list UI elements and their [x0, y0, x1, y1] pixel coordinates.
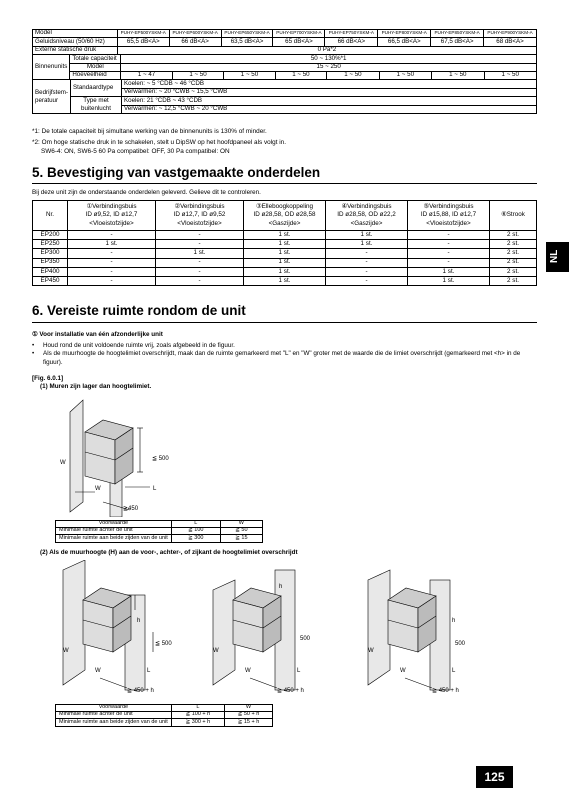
- table-cell: EP400: [33, 267, 68, 276]
- label-w: W: [213, 648, 219, 654]
- section-5-title: 5. Bevestiging van vastgemaakte onderdelen: [32, 165, 321, 180]
- quantity-value: 1 ~ 47: [121, 71, 172, 79]
- spec-table-temp: [32, 79, 537, 114]
- table-row: [33, 276, 537, 285]
- table-row: [33, 267, 537, 276]
- th: W: [220, 521, 262, 528]
- spec-table: [32, 29, 537, 55]
- table-cell: EP300: [33, 249, 68, 258]
- divider: [32, 183, 537, 184]
- noise-label: Geluidsniveau (50/60 Hz): [33, 38, 118, 46]
- std-cooling-range: Koelen: ~ 5 °CDB ~ 46 °CDB: [122, 80, 537, 88]
- td: ≧ 15: [220, 535, 262, 542]
- td: ≧ 50 + h: [224, 712, 272, 719]
- th: W: [224, 705, 272, 712]
- table-cell: -: [408, 249, 490, 258]
- indoor-units-label: Binnenunits: [33, 55, 70, 80]
- table-cell: 1 st.: [408, 276, 490, 285]
- static-pressure-value: 0 Pa*2: [117, 46, 536, 54]
- table-cell: 2 st.: [490, 249, 537, 258]
- spec-table-indoor: [32, 54, 537, 80]
- table-row: [33, 258, 537, 267]
- table-cell: 2 st.: [490, 240, 537, 249]
- col-part-1: ①Verbindingsbuis ID ø9,52, ID ø12,7 <Vloeistofzijde>: [68, 201, 156, 231]
- td: ≧ 300 + h: [171, 719, 224, 726]
- label-w: W: [368, 648, 374, 654]
- table-cell: 2 st.: [490, 267, 537, 276]
- total-capacity-value: 50 ~ 130%*1: [121, 55, 537, 63]
- model-col: PUHY-EP900YSKM-A: [484, 30, 537, 38]
- table-cell: -: [68, 258, 156, 267]
- std-heating-range: Verwarmen: ~ 20 °CWB ~ 15,5 °CWB: [122, 88, 537, 96]
- label-w: W: [245, 668, 251, 674]
- th: L: [171, 705, 224, 712]
- table-cell: -: [156, 231, 244, 240]
- noise-value: 65 dB<A>: [273, 38, 325, 46]
- noise-value: 63,5 dB<A>: [221, 38, 273, 46]
- dim-450h: ≧ 450 + h: [127, 688, 154, 694]
- table-cell: -: [156, 276, 244, 285]
- col-strip: ⑥Strook: [490, 201, 537, 231]
- noise-value: 68 dB<A>: [484, 38, 537, 46]
- model-col: PUHY-EP800YSKM-A: [378, 30, 431, 38]
- table-cell: 1 st.: [244, 249, 326, 258]
- out-cooling-range: Koelen: 21 °CDB ~ 43 °CDB: [122, 97, 537, 106]
- out-heating-range: Verwarmen: ~ 12,5 °CWB ~ 20 °CWB: [122, 105, 537, 114]
- label-w: W: [95, 486, 101, 492]
- table-cell: -: [408, 258, 490, 267]
- table-cell: EP200: [33, 231, 68, 240]
- noise-value: 65,5 dB<A>: [117, 38, 169, 46]
- td: ≧ 100 + h: [171, 712, 224, 719]
- dim-450: ≧450: [123, 506, 139, 512]
- noise-value: 67,5 dB<A>: [431, 38, 484, 46]
- parts-table: [32, 200, 537, 286]
- table-cell: EP350: [33, 258, 68, 267]
- dim-500: ≦ 500: [155, 641, 172, 647]
- footnote-2: *2: Om hoge statische druk in te schakelen, stelt u DipSW op het hoofdpaneel als volgt in.: [32, 139, 286, 147]
- quantity-label: Hoeveelheid: [70, 71, 121, 79]
- td: Minimale ruimte aan beide zijden van de unit: [56, 535, 172, 542]
- model-col: PUHY-EP650YSKM-A: [221, 30, 273, 38]
- table-cell: 2 st.: [490, 276, 537, 285]
- table-cell: -: [68, 231, 156, 240]
- td: Minimale ruimte achter de unit: [56, 712, 172, 719]
- footnote-1: *1: De totale capaciteit bij simultane werking van de binnenunits is 130% of minder.: [32, 128, 267, 135]
- page-number: 125: [476, 766, 513, 788]
- td: ≧ 100: [171, 528, 220, 535]
- case-1-heading: (1) Muren zijn lager dan hoogtelimiet.: [40, 383, 152, 390]
- table-cell: 1 st.: [326, 231, 408, 240]
- col-part-2: ②Verbindingsbuis ID ø12,7, ID ø9,52 <Vloeistofzijde>: [156, 201, 244, 231]
- label-l: L: [452, 668, 456, 674]
- table-cell: 1 st.: [244, 231, 326, 240]
- single-unit-heading: ① Voor installatie van één afzonderlijke unit: [32, 331, 163, 338]
- model-col: PUHY-EP750YSKM-A: [325, 30, 378, 38]
- table-cell: 1 st.: [408, 267, 490, 276]
- static-pressure-label: Externe statische druk: [33, 46, 118, 54]
- figure-1-diagram: [55, 392, 185, 517]
- divider: [32, 322, 537, 323]
- table-cell: 1 st.: [244, 240, 326, 249]
- noise-value: 66 dB<A>: [325, 38, 378, 46]
- quantity-value: 1 ~ 50: [327, 71, 379, 79]
- table-cell: -: [68, 267, 156, 276]
- noise-value: 66,5 dB<A>: [378, 38, 431, 46]
- unit-front: [85, 432, 115, 484]
- table-cell: -: [326, 258, 408, 267]
- standard-type-label: Standaardtype: [71, 80, 122, 97]
- table-cell: 2 st.: [490, 258, 537, 267]
- table-cell: 1 st.: [156, 249, 244, 258]
- section-6-title: 6. Vereiste ruimte rondom de unit: [32, 303, 246, 318]
- bullet-list: [32, 342, 532, 367]
- model-header: Model: [33, 30, 118, 38]
- quantity-value: 1 ~ 50: [484, 71, 537, 79]
- table-row: [33, 231, 537, 240]
- dim-500: ≦ 500: [152, 456, 169, 462]
- model-range-value: 15 ~ 250: [121, 63, 537, 71]
- table-cell: 1 st.: [244, 276, 326, 285]
- table-cell: 1 st.: [244, 267, 326, 276]
- footnotes: [32, 128, 286, 156]
- table-row: [33, 240, 537, 249]
- total-capacity-label: Totale capaciteit: [70, 55, 121, 63]
- th: L: [171, 521, 220, 528]
- quantity-value: 1 ~ 50: [432, 71, 484, 79]
- label-w: W: [60, 460, 66, 466]
- model-col: PUHY-EP700YSKM-A: [273, 30, 325, 38]
- list-item: • Houd rond de unit voldoende ruimte vrij, zoals afgebeeld in de figuur.: [32, 342, 235, 349]
- td: ≧ 15 + h: [224, 719, 272, 726]
- dim-450h: ≧ 450 + h: [277, 688, 304, 694]
- table-cell: 2 st.: [490, 231, 537, 240]
- quantity-value: 1 ~ 50: [224, 71, 275, 79]
- table-cell: -: [156, 258, 244, 267]
- clearance-table-1: [55, 520, 263, 543]
- table-cell: EP250: [33, 240, 68, 249]
- col-part-3: ③Elleboogkoppeling ID ø28,58, OD ø28,58 <Gaszijde>: [244, 201, 326, 231]
- model-col: PUHY-EP500YSKM-A: [117, 30, 169, 38]
- td: Minimale ruimte achter de unit: [56, 528, 172, 535]
- figure-label: [Fig. 6.0.1]: [32, 375, 64, 382]
- label-l: L: [153, 486, 157, 492]
- list-item: • Als de muurhoogte de hoogtelimiet overschrijdt, maak dan de ruimte gemarkeerd met "L" en "W" groter met de waarde die de limiet overschrijdt (gemarkeerd met <h> in de figuur).: [32, 350, 521, 366]
- table-cell: 1 st.: [326, 240, 408, 249]
- label-w: W: [400, 668, 406, 674]
- table-row: [33, 249, 537, 258]
- dim-450h: ≧ 450 + h: [432, 688, 459, 694]
- table-cell: -: [408, 231, 490, 240]
- clearance-table-2: [55, 704, 273, 727]
- label-l: L: [297, 668, 301, 674]
- table-cell: -: [156, 240, 244, 249]
- noise-value: 66 dB<A>: [169, 38, 221, 46]
- table-cell: -: [68, 276, 156, 285]
- section-5-intro: Bij deze unit zijn de onderstaande onderdelen geleverd. Gelieve dit te controleren.: [32, 189, 261, 196]
- operating-temp-label: Bedrijfstem-peratuur: [33, 80, 71, 114]
- quantity-value: 1 ~ 50: [172, 71, 223, 79]
- label-w: W: [95, 668, 101, 674]
- table-cell: -: [326, 249, 408, 258]
- table-cell: 1 st.: [244, 258, 326, 267]
- quantity-value: 1 ~ 50: [379, 71, 431, 79]
- td: ≧ 50: [220, 528, 262, 535]
- col-part-5: ⑤Verbindingsbuis ID ø15,88, ID ø12,7 <Vloeistofzijde>: [408, 201, 490, 231]
- col-nr: Nr.: [33, 201, 68, 231]
- model-col: PUHY-EP600YSKM-A: [169, 30, 221, 38]
- case-2-heading: (2) Als de muurhoogte (H) aan de voor-, achter-, of zijkant de hoogtelimiet overschrijdt: [40, 549, 298, 556]
- col-part-4: ④Verbindingsbuis ID ø28,58, OD ø22,2 <Gaszijde>: [326, 201, 408, 231]
- table-cell: -: [156, 267, 244, 276]
- footnote-2-detail: SW6-4: ON, SW6-5 60 Pa compatibel: OFF, 30 Pa compatibel: ON: [41, 147, 230, 155]
- quantity-value: 1 ~ 50: [275, 71, 326, 79]
- table-cell: -: [68, 249, 156, 258]
- th: Voorwaarde: [56, 521, 172, 528]
- label-l: L: [147, 668, 151, 674]
- table-cell: -: [326, 267, 408, 276]
- td: Minimale ruimte aan beide zijden van de unit: [56, 719, 172, 726]
- label-h: h: [137, 618, 141, 624]
- dim-500: 500: [455, 641, 466, 647]
- label-w: W: [63, 648, 69, 654]
- label-h: h: [452, 618, 456, 624]
- td: ≧ 300: [171, 535, 220, 542]
- label-h: h: [279, 584, 283, 590]
- th: Voorwaarde: [56, 705, 172, 712]
- table-cell: EP450: [33, 276, 68, 285]
- table-cell: -: [408, 240, 490, 249]
- figure-2-diagrams: [55, 560, 525, 700]
- table-cell: -: [326, 276, 408, 285]
- outside-air-type-label: Type met buitenlucht: [71, 97, 122, 114]
- model-range-label: Model: [70, 63, 121, 71]
- model-col: PUHY-EP850YSKM-A: [431, 30, 484, 38]
- dim-500: 500: [300, 636, 311, 642]
- wall-left: [70, 400, 83, 512]
- language-tab: NL: [546, 242, 569, 272]
- table-cell: 1 st.: [68, 240, 156, 249]
